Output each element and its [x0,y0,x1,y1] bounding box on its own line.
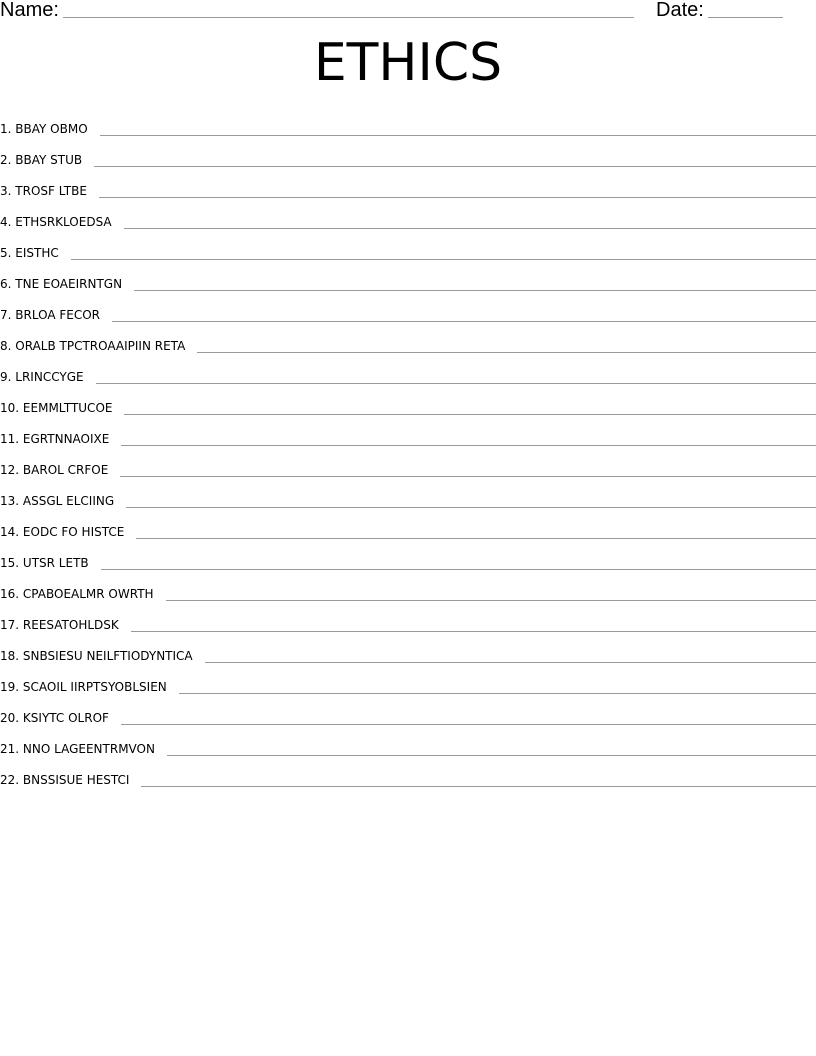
word-letters: BRLOA FECOR [15,307,101,322]
word-item [0,144,816,175]
word-letters: REESATOHLDSK [22,617,119,632]
word-item [0,113,816,144]
word-letters: SCAOIL IIRPTSYOBLSIEN [22,679,167,694]
word-number: 1. [0,121,12,136]
word-letters: CPABOEALMR OWRTH [22,586,154,601]
scrambled-word [0,617,131,633]
scramble-word-list [0,113,816,795]
word-item [0,578,816,609]
scrambled-word [0,710,121,726]
scrambled-word [0,586,166,602]
answer-line [141,772,816,787]
word-number: 6. [0,276,12,291]
word-number: 16. [0,586,20,601]
word-number: 9. [0,369,12,384]
word-number: 8. [0,338,12,353]
word-item [0,237,816,268]
word-item [0,609,816,640]
word-letters: BBAY STUB [15,152,83,167]
word-number: 18. [0,648,20,663]
answer-line [101,555,816,570]
word-number: 10. [0,400,20,415]
word-number: 3. [0,183,12,198]
word-item [0,764,816,795]
answer-line [120,462,816,477]
word-letters: BAROL CRFOE [22,462,109,477]
word-item [0,299,816,330]
scrambled-word [0,679,179,695]
answer-line [100,121,816,136]
worksheet-title: ETHICS [313,33,503,93]
date-field-line [708,17,783,18]
word-item [0,361,816,392]
word-item [0,702,816,733]
word-number: 15. [0,555,20,570]
scrambled-word [0,121,100,137]
answer-line [121,431,816,446]
word-item [0,516,816,547]
answer-line [121,710,816,725]
word-letters: BNSSISUE HESTCI [22,772,130,787]
word-letters: LRINCCYGE [15,369,84,384]
answer-line [197,338,816,353]
word-letters: ETHSRKLOEDSA [15,214,112,229]
scrambled-word [0,772,141,788]
word-number: 12. [0,462,20,477]
word-number: 19. [0,679,20,694]
word-item [0,392,816,423]
answer-line [126,493,816,508]
header-row [0,0,816,24]
answer-line [134,276,816,291]
answer-line [112,307,816,322]
answer-line [136,524,816,539]
word-letters: BBAY OBMO [15,121,88,136]
scrambled-word [0,307,112,323]
answer-line [131,617,816,632]
word-number: 4. [0,214,12,229]
answer-line [124,400,816,415]
word-item [0,268,816,299]
word-item [0,640,816,671]
answer-line [167,741,816,756]
answer-line [96,369,816,384]
scrambled-word [0,555,101,571]
scrambled-word [0,369,96,385]
word-letters: EISTHC [15,245,59,260]
word-letters: SNBSIESU NEILFTIODYNTICA [22,648,193,663]
word-item [0,733,816,764]
name-label: Name: [0,0,59,21]
word-letters: EEMMLTTUCOE [22,400,113,415]
word-number: 2. [0,152,12,167]
word-item [0,423,816,454]
answer-line [94,152,816,167]
name-field-line [63,17,634,18]
word-letters: TROSF LTBE [15,183,87,198]
word-number: 11. [0,431,20,446]
answer-line [124,214,816,229]
word-letters: ASSGL ELCIING [22,493,115,508]
scrambled-word [0,152,94,168]
word-item [0,454,816,485]
word-number: 21. [0,741,20,756]
word-letters: NNO LAGEENTRMVON [22,741,155,756]
date-label: Date: [656,0,704,21]
word-item [0,485,816,516]
word-item [0,175,816,206]
scrambled-word [0,524,136,540]
answer-line [71,245,816,260]
scrambled-word [0,462,120,478]
scrambled-word [0,741,167,757]
word-item [0,547,816,578]
word-number: 20. [0,710,20,725]
word-letters: KSIYTC OLROF [22,710,109,725]
word-letters: UTSR LETB [22,555,89,570]
answer-line [99,183,816,198]
scrambled-word [0,431,121,447]
word-number: 13. [0,493,20,508]
word-item [0,330,816,361]
answer-line [166,586,816,601]
answer-line [205,648,816,663]
word-number: 14. [0,524,20,539]
answer-line [179,679,816,694]
word-letters: ORALB TPCTROAAIPIIN RETA [15,338,186,353]
word-number: 5. [0,245,12,260]
word-number: 22. [0,772,20,787]
scrambled-word [0,338,197,354]
scrambled-word [0,648,205,664]
word-item [0,206,816,237]
word-number: 7. [0,307,12,322]
scrambled-word [0,183,99,199]
word-letters: EODC FO HISTCE [22,524,125,539]
word-letters: EGRTNNAOIXE [22,431,110,446]
scrambled-word [0,400,124,416]
scrambled-word [0,214,124,230]
word-number: 17. [0,617,20,632]
word-letters: TNE EOAEIRNTGN [15,276,123,291]
word-item [0,671,816,702]
scrambled-word [0,493,126,509]
scrambled-word [0,276,134,292]
scrambled-word [0,245,71,261]
